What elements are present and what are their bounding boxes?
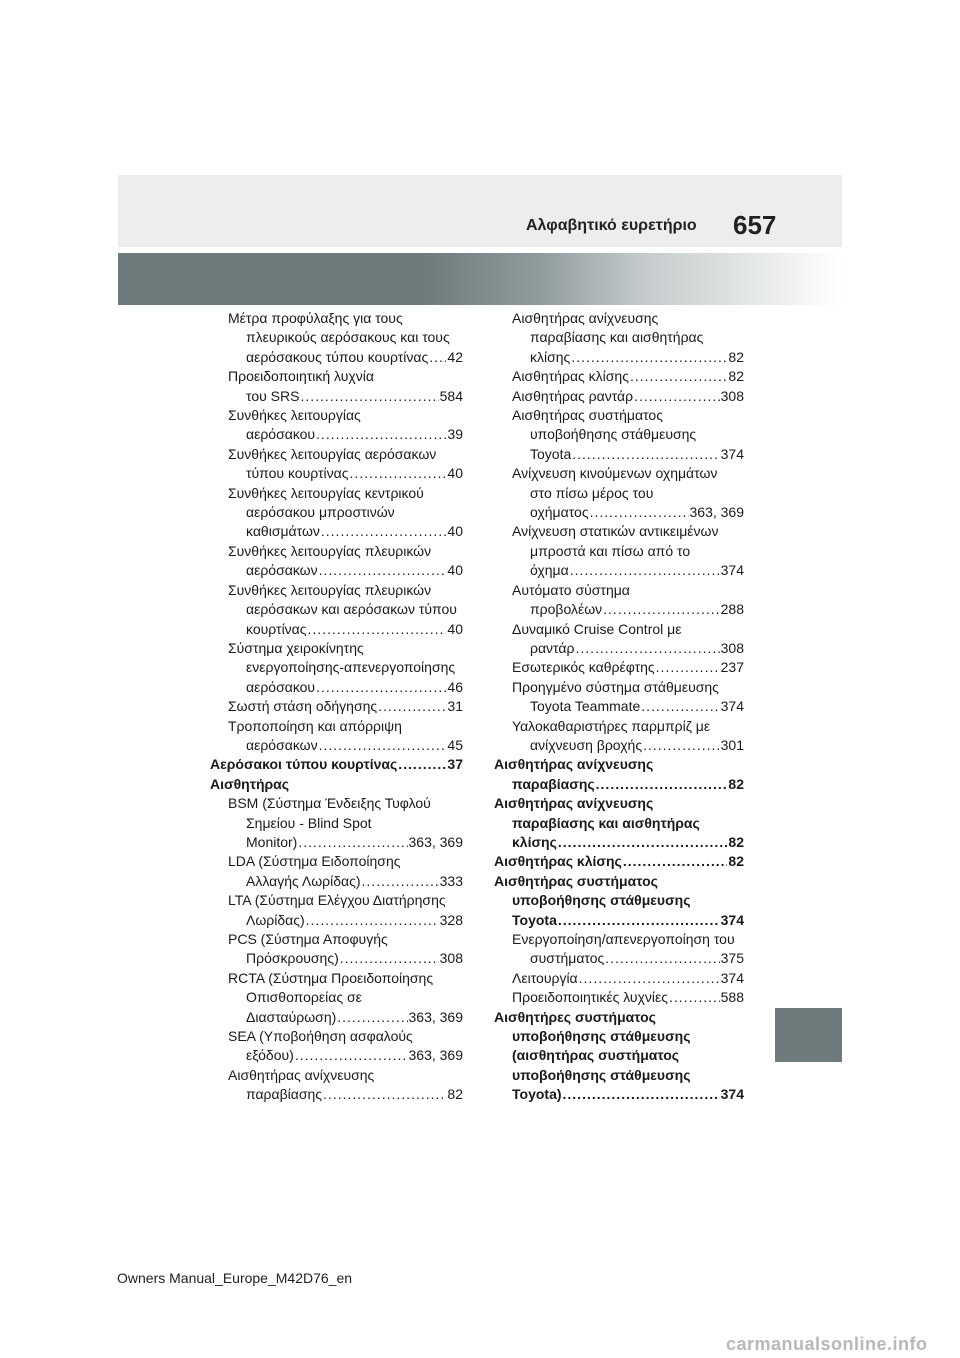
index-entry-text: Αισθητήρας κλίσης xyxy=(512,368,629,385)
index-entry xyxy=(494,678,744,717)
index-entry xyxy=(210,697,463,716)
index-entry-text: παραβίασης και αισθητήρας xyxy=(512,814,700,831)
dot-leader xyxy=(362,872,439,891)
index-entry-text: Σωστή στάση οδήγησης xyxy=(228,698,378,715)
index-entry-line xyxy=(494,1008,744,1027)
index-entry xyxy=(210,406,463,445)
index-entry-text: Toyota xyxy=(530,445,572,462)
index-entry-line xyxy=(228,717,463,736)
dot-leader xyxy=(634,387,720,406)
index-page-ref: 374 xyxy=(720,562,744,579)
index-entry-text: Τροποποίηση και απόρριψη xyxy=(228,717,402,734)
index-entry-text: Αλλαγής Λωρίδας) xyxy=(246,872,361,889)
dot-leader xyxy=(630,367,727,386)
index-entry-line xyxy=(494,872,744,891)
index-entry-line xyxy=(512,678,744,697)
index-page-ref: 82 xyxy=(447,1086,463,1103)
dot-leader xyxy=(316,425,446,444)
index-entry-text: υποβοήθησης στάθμευσης xyxy=(512,1066,691,1083)
dot-leader xyxy=(350,464,447,483)
index-page-ref: 82 xyxy=(728,775,744,792)
index-entry-line xyxy=(512,425,744,444)
index-entry-text: LTA (Σύστημα Ελέγχου Διατήρησης xyxy=(228,892,446,909)
index-entry-line xyxy=(228,639,463,658)
index-page-ref: 237 xyxy=(720,659,744,676)
index-page-ref: 40 xyxy=(447,620,463,637)
index-entry-line xyxy=(512,988,744,1007)
index-entry-text: υποβοήθησης στάθμευσης xyxy=(512,892,691,909)
dot-leader xyxy=(429,348,446,367)
dot-leader xyxy=(605,949,719,968)
index-entry-line xyxy=(512,309,744,328)
index-entry-text: BSM (Σύστημα Ένδειξης Τυφλού xyxy=(228,795,431,812)
index-entry xyxy=(210,775,463,794)
index-entry-line xyxy=(512,503,744,522)
index-entry-text: πλευρικούς αερόσακους και τους xyxy=(246,329,450,346)
index-entry-line xyxy=(494,755,744,774)
index-entry-line xyxy=(228,891,463,910)
index-page-ref: 40 xyxy=(447,523,463,540)
index-entry-line xyxy=(512,736,744,755)
dot-leader xyxy=(321,522,447,541)
index-page-ref: 363, 369 xyxy=(689,504,744,521)
index-entry-line xyxy=(494,775,744,794)
index-entry-text: Πρόσκρουσης) xyxy=(246,950,339,967)
index-entry xyxy=(494,367,744,386)
index-entry-text: Αισθητήρας ανίχνευσης xyxy=(494,756,654,773)
index-entry xyxy=(494,620,744,659)
index-entry-line xyxy=(228,522,463,541)
index-page-ref: 584 xyxy=(439,387,463,404)
index-page-ref: 363, 369 xyxy=(408,1008,463,1025)
index-page-ref: 42 xyxy=(447,348,463,365)
index-entry-text: υποβοήθησης στάθμευσης xyxy=(530,426,697,443)
index-entry-text: Αυτόματο σύστημα xyxy=(512,581,630,598)
index-page-ref: 40 xyxy=(447,562,463,579)
index-page-ref: 363, 369 xyxy=(408,1047,463,1064)
index-entry-text: εξόδου) xyxy=(246,1047,294,1064)
index-entry xyxy=(210,1066,463,1105)
index-entry-line xyxy=(228,949,463,968)
index-entry-line xyxy=(228,600,463,619)
index-entry xyxy=(494,872,744,930)
index-entry-text: Ανίχνευση στατικών αντικειμένων xyxy=(512,523,719,540)
index-entry xyxy=(210,309,463,367)
index-entry-line xyxy=(228,1085,463,1104)
index-page-ref: 40 xyxy=(447,465,463,482)
index-entry-line xyxy=(228,561,463,580)
dot-leader xyxy=(340,949,439,968)
index-entry xyxy=(494,969,744,988)
index-page-ref: 308 xyxy=(720,387,744,404)
index-entry-text: οχήματος xyxy=(530,504,589,521)
index-entry xyxy=(210,755,463,774)
index-entry xyxy=(494,794,744,852)
dot-leader xyxy=(378,697,446,716)
index-entry-line xyxy=(228,464,463,483)
dot-leader xyxy=(656,658,720,677)
dot-leader xyxy=(575,639,719,658)
index-page-ref: 374 xyxy=(720,911,744,928)
index-entry-text: SEA (Υποβοήθηση ασφαλούς xyxy=(228,1028,413,1045)
index-entry-line xyxy=(512,484,744,503)
index-entry-line xyxy=(228,1046,463,1065)
index-entry-text: αερόσακων xyxy=(246,562,318,579)
index-page-ref: 374 xyxy=(720,1086,744,1103)
index-entry-line xyxy=(494,1046,744,1065)
index-entry-text: κουρτίνας xyxy=(246,620,307,637)
index-entry-line xyxy=(512,658,744,677)
index-entry-text: Λωρίδας) xyxy=(246,911,305,928)
index-entry-line xyxy=(494,1066,744,1085)
index-entry-text: ανίχνευση βροχής xyxy=(530,736,643,753)
dot-leader xyxy=(590,503,689,522)
index-page-ref: 363, 369 xyxy=(408,833,463,850)
index-entry-line xyxy=(494,833,744,852)
index-entry-text: Toyota Teammate xyxy=(530,698,641,715)
index-entry-text: LDA (Σύστημα Ειδοποίησης xyxy=(228,853,401,870)
index-entry-line xyxy=(512,581,744,600)
index-entry-line xyxy=(512,348,744,367)
index-entry-text: Σημείου - Blind Spot xyxy=(246,814,372,831)
index-entry-text: στο πίσω μέρος του xyxy=(530,484,654,501)
index-entry xyxy=(210,484,463,542)
section-tab-marker xyxy=(775,1008,842,1062)
index-entry-line xyxy=(228,406,463,425)
index-entry-text: παραβίασης xyxy=(246,1086,323,1103)
index-entry xyxy=(210,542,463,581)
index-column-right xyxy=(494,309,744,1105)
index-page-ref: 82 xyxy=(728,853,744,870)
index-entry xyxy=(494,930,744,969)
index-entry-text: (αισθητήρας συστήματος xyxy=(512,1047,680,1064)
index-entry-line xyxy=(228,425,463,444)
index-entry-text: αερόσακου xyxy=(246,678,316,695)
index-entry-text: Συνθήκες λειτουργίας κεντρικού xyxy=(228,484,424,501)
index-entry-line xyxy=(228,1008,463,1027)
index-entry-text: PCS (Σύστημα Αποφυγής xyxy=(228,931,388,947)
index-page-ref: 39 xyxy=(447,426,463,443)
index-entry-line xyxy=(512,930,744,949)
index-entry-line xyxy=(228,445,463,464)
index-entry-line xyxy=(512,620,744,639)
index-entry xyxy=(210,891,463,930)
index-entry-text: Toyota) xyxy=(512,1086,562,1103)
index-entry-line xyxy=(494,794,744,813)
index-entry-text: Toyota xyxy=(512,911,557,928)
index-entry-line xyxy=(228,658,463,677)
index-entry-text: Συνθήκες λειτουργίας αερόσακων xyxy=(228,445,437,462)
index-entry xyxy=(494,309,744,367)
index-entry-line xyxy=(228,542,463,561)
index-page-ref: 375 xyxy=(720,950,744,967)
index-entry-line xyxy=(512,445,744,464)
index-page-ref: 588 xyxy=(720,989,744,1006)
index-entry-line xyxy=(512,464,744,483)
watermark-text: carmanualsonline.info xyxy=(726,1334,928,1354)
index-entry-text: παραβίασης και αισθητήρας xyxy=(530,329,704,346)
index-entry-line xyxy=(228,1066,463,1085)
index-entry-text: μπροστά και πίσω από το xyxy=(530,542,691,559)
index-entry-line xyxy=(228,814,463,833)
index-entry xyxy=(494,717,744,756)
dot-leader xyxy=(603,600,719,619)
index-entry-text: τύπου κουρτίνας xyxy=(246,465,349,482)
index-entry-line xyxy=(228,348,463,367)
index-entry-text: Λειτουργία xyxy=(512,969,578,986)
index-entry-text: Δυναμικό Cruise Control με xyxy=(512,620,682,637)
dot-leader xyxy=(398,755,446,774)
index-entry-text: Εσωτερικός καθρέφτης xyxy=(512,659,655,676)
index-entry-line xyxy=(228,387,463,406)
dot-leader xyxy=(669,988,720,1007)
index-entry-line xyxy=(228,1027,463,1046)
index-page-ref: 46 xyxy=(447,678,463,695)
dot-leader xyxy=(316,678,446,697)
dot-leader xyxy=(323,1085,446,1104)
dot-leader xyxy=(643,736,720,755)
index-entry xyxy=(494,464,744,522)
index-entry-text: RCTA (Σύστημα Προειδοποίησης xyxy=(228,969,434,986)
index-entry-text: Αισθητήρας συστήματος xyxy=(494,872,658,889)
index-page-ref: 374 xyxy=(720,969,744,986)
index-page-ref: 301 xyxy=(720,736,744,753)
index-entry-text: Αισθητήρας xyxy=(210,775,290,792)
index-entry-line xyxy=(512,522,744,541)
index-entry xyxy=(210,852,463,891)
index-entry-text: αερόσακων και αερόσακων τύπου xyxy=(246,601,457,618)
index-page-ref: 374 xyxy=(720,445,744,462)
index-entry-line xyxy=(228,367,463,386)
index-entry xyxy=(210,1027,463,1066)
index-entry-text: Αισθητήρας ραντάρ xyxy=(512,387,634,404)
dot-leader xyxy=(300,387,438,406)
index-entry-line xyxy=(494,891,744,910)
index-entry-text: Αισθητήρας ανίχνευσης xyxy=(494,795,654,812)
index-column-left xyxy=(210,309,463,1105)
index-page-ref: 31 xyxy=(447,698,463,715)
page-number: 657 xyxy=(733,210,777,240)
dot-leader xyxy=(572,445,719,464)
index-entry xyxy=(210,794,463,852)
index-entry-text: Αισθητήρας συστήματος xyxy=(512,407,663,424)
index-entry-line xyxy=(228,833,463,852)
index-entry-line xyxy=(210,775,463,794)
index-entry-line xyxy=(228,484,463,503)
index-page-ref: 308 xyxy=(720,639,744,656)
index-entry-text: Μέτρα προφύλαξης για τους xyxy=(228,310,403,326)
index-entry-text: Αισθητήρες συστήματος xyxy=(494,1008,656,1025)
index-page-ref: 37 xyxy=(447,756,463,773)
index-entry-text: Ανίχνευση κινούμενων οχημάτων xyxy=(512,465,718,482)
index-entry-text: Σύστημα χειροκίνητης xyxy=(228,639,364,656)
index-entry-line xyxy=(228,911,463,930)
index-entry-text: Οπισθοπορείας σε xyxy=(246,989,362,1006)
index-entry-line xyxy=(512,406,744,425)
index-entry xyxy=(494,581,744,620)
index-entry-text: κλίσης xyxy=(530,348,571,365)
index-entry-line xyxy=(494,814,744,833)
index-page-ref: 82 xyxy=(728,833,744,850)
dot-leader xyxy=(337,1008,407,1027)
index-entry-text: Υαλοκαθαριστήρες παρμπρίζ με xyxy=(512,717,711,734)
index-page-ref: 288 xyxy=(720,601,744,618)
dot-leader xyxy=(319,561,447,580)
dot-leader xyxy=(306,911,439,930)
index-page-ref: 308 xyxy=(439,950,463,967)
index-entry-text: Συνθήκες λειτουργίας πλευρικών xyxy=(228,581,432,598)
index-entry-line xyxy=(512,697,744,716)
index-entry-line xyxy=(228,852,463,871)
dot-leader xyxy=(558,833,728,852)
index-entry xyxy=(494,658,744,677)
index-entry-line xyxy=(512,561,744,580)
index-entry-line xyxy=(494,1085,744,1104)
index-entry xyxy=(210,969,463,1027)
header-gradient-bar xyxy=(118,253,842,305)
dot-leader xyxy=(570,561,720,580)
index-entry-line xyxy=(228,581,463,600)
index-entry-line xyxy=(228,930,463,949)
index-entry xyxy=(494,387,744,406)
index-entry-text: αερόσακου xyxy=(246,426,316,443)
index-entry-text: Αισθητήρας ανίχνευσης xyxy=(228,1066,375,1083)
dot-leader xyxy=(596,775,728,794)
index-entry-text: Αισθητήρας κλίσης xyxy=(494,853,622,870)
index-entry-line xyxy=(512,387,744,406)
index-entry-text: υποβοήθησης στάθμευσης xyxy=(512,1028,691,1045)
index-entry-text: ενεργοποίησης-απενεργοποίησης xyxy=(246,659,456,676)
index-entry-text: όχημα xyxy=(530,562,569,579)
index-entry-line xyxy=(228,969,463,988)
index-entry-text: Συνθήκες λειτουργίας πλευρικών xyxy=(228,542,432,559)
index-entry xyxy=(494,522,744,580)
dot-leader xyxy=(308,620,447,639)
index-entry-text: Αερόσακοι τύπου κουρτίνας xyxy=(210,756,398,773)
index-entry-text: Προειδοποιητικές λυχνίες xyxy=(512,989,669,1006)
dot-leader xyxy=(319,736,447,755)
index-entry-text: συστήματος xyxy=(530,950,605,967)
index-page-ref: 374 xyxy=(720,698,744,715)
index-page-ref: 333 xyxy=(439,872,463,889)
index-entry-line xyxy=(228,988,463,1007)
index-entry-line xyxy=(512,717,744,736)
index-entry-text: αερόσακων xyxy=(246,736,318,753)
dot-leader xyxy=(579,969,720,988)
index-entry xyxy=(210,717,463,756)
index-entry-line xyxy=(494,852,744,871)
index-entry-line xyxy=(228,328,463,347)
index-entry-text: Προειδοποιητική λυχνία xyxy=(228,368,374,385)
index-entry-text: του SRS xyxy=(246,387,300,404)
index-entry-text: παραβίασης xyxy=(512,775,595,792)
index-page-ref: 45 xyxy=(447,736,463,753)
index-entry-line xyxy=(210,755,463,774)
index-entry-line xyxy=(228,872,463,891)
index-entry xyxy=(210,581,463,639)
index-entry-line xyxy=(512,367,744,386)
index-entry-text: Προηγμένο σύστημα στάθμευσης xyxy=(512,678,719,695)
footer-manual-id: Owners Manual_Europe_M42D76_en xyxy=(117,1270,353,1286)
index-entry-text: Monitor) xyxy=(246,833,298,850)
dot-leader xyxy=(298,833,407,852)
dot-leader xyxy=(295,1046,408,1065)
index-entry xyxy=(210,445,463,484)
index-entry-text: Αισθητήρας ανίχνευσης xyxy=(512,310,659,326)
index-entry-text: ραντάρ xyxy=(530,639,575,656)
index-entry-text: καθισμάτων xyxy=(246,523,320,540)
index-entry-line xyxy=(512,639,744,658)
index-entry xyxy=(210,639,463,697)
index-entry-text: κλίσης xyxy=(512,833,557,850)
index-entry xyxy=(494,988,744,1007)
index-entry-line xyxy=(494,911,744,930)
index-entry-text: αερόσακους τύπου κουρτίνας xyxy=(246,348,429,365)
index-entry-text: Διασταύρωση) xyxy=(246,1008,337,1025)
index-entry-line xyxy=(228,794,463,813)
dot-leader xyxy=(563,1085,720,1104)
dot-leader xyxy=(558,911,720,930)
index-entry-line xyxy=(228,503,463,522)
index-entry-line xyxy=(494,1027,744,1046)
index-page-ref: 328 xyxy=(439,911,463,928)
index-entry xyxy=(494,406,744,464)
index-entry-line xyxy=(228,736,463,755)
index-entry-line xyxy=(228,678,463,697)
index-entry xyxy=(210,930,463,969)
index-page-ref: 82 xyxy=(728,368,744,385)
index-entry xyxy=(210,367,463,406)
index-entry-line xyxy=(512,949,744,968)
index-entry-line xyxy=(512,969,744,988)
index-entry-text: αερόσακου μπροστινών xyxy=(246,504,395,521)
index-entry xyxy=(494,1008,744,1105)
index-entry xyxy=(494,755,744,794)
index-entry-line xyxy=(512,328,744,347)
index-page-ref: 82 xyxy=(728,348,744,365)
index-entry-line xyxy=(228,697,463,716)
index-entry-line xyxy=(512,600,744,619)
index-entry-line xyxy=(228,620,463,639)
index-entry-text: Συνθήκες λειτουργίας xyxy=(228,407,361,424)
index-entry-text: Ενεργοποίηση/απενεργοποίηση του xyxy=(512,931,735,947)
dot-leader xyxy=(641,697,719,716)
index-entry-line xyxy=(228,309,463,328)
section-title: Αλφαβητικό ευρετήριο xyxy=(526,217,697,234)
index-entry-text: προβολέων xyxy=(530,601,603,618)
dot-leader xyxy=(571,348,727,367)
dot-leader xyxy=(623,852,728,871)
index-entry-line xyxy=(512,542,744,561)
index-entry xyxy=(494,852,744,871)
